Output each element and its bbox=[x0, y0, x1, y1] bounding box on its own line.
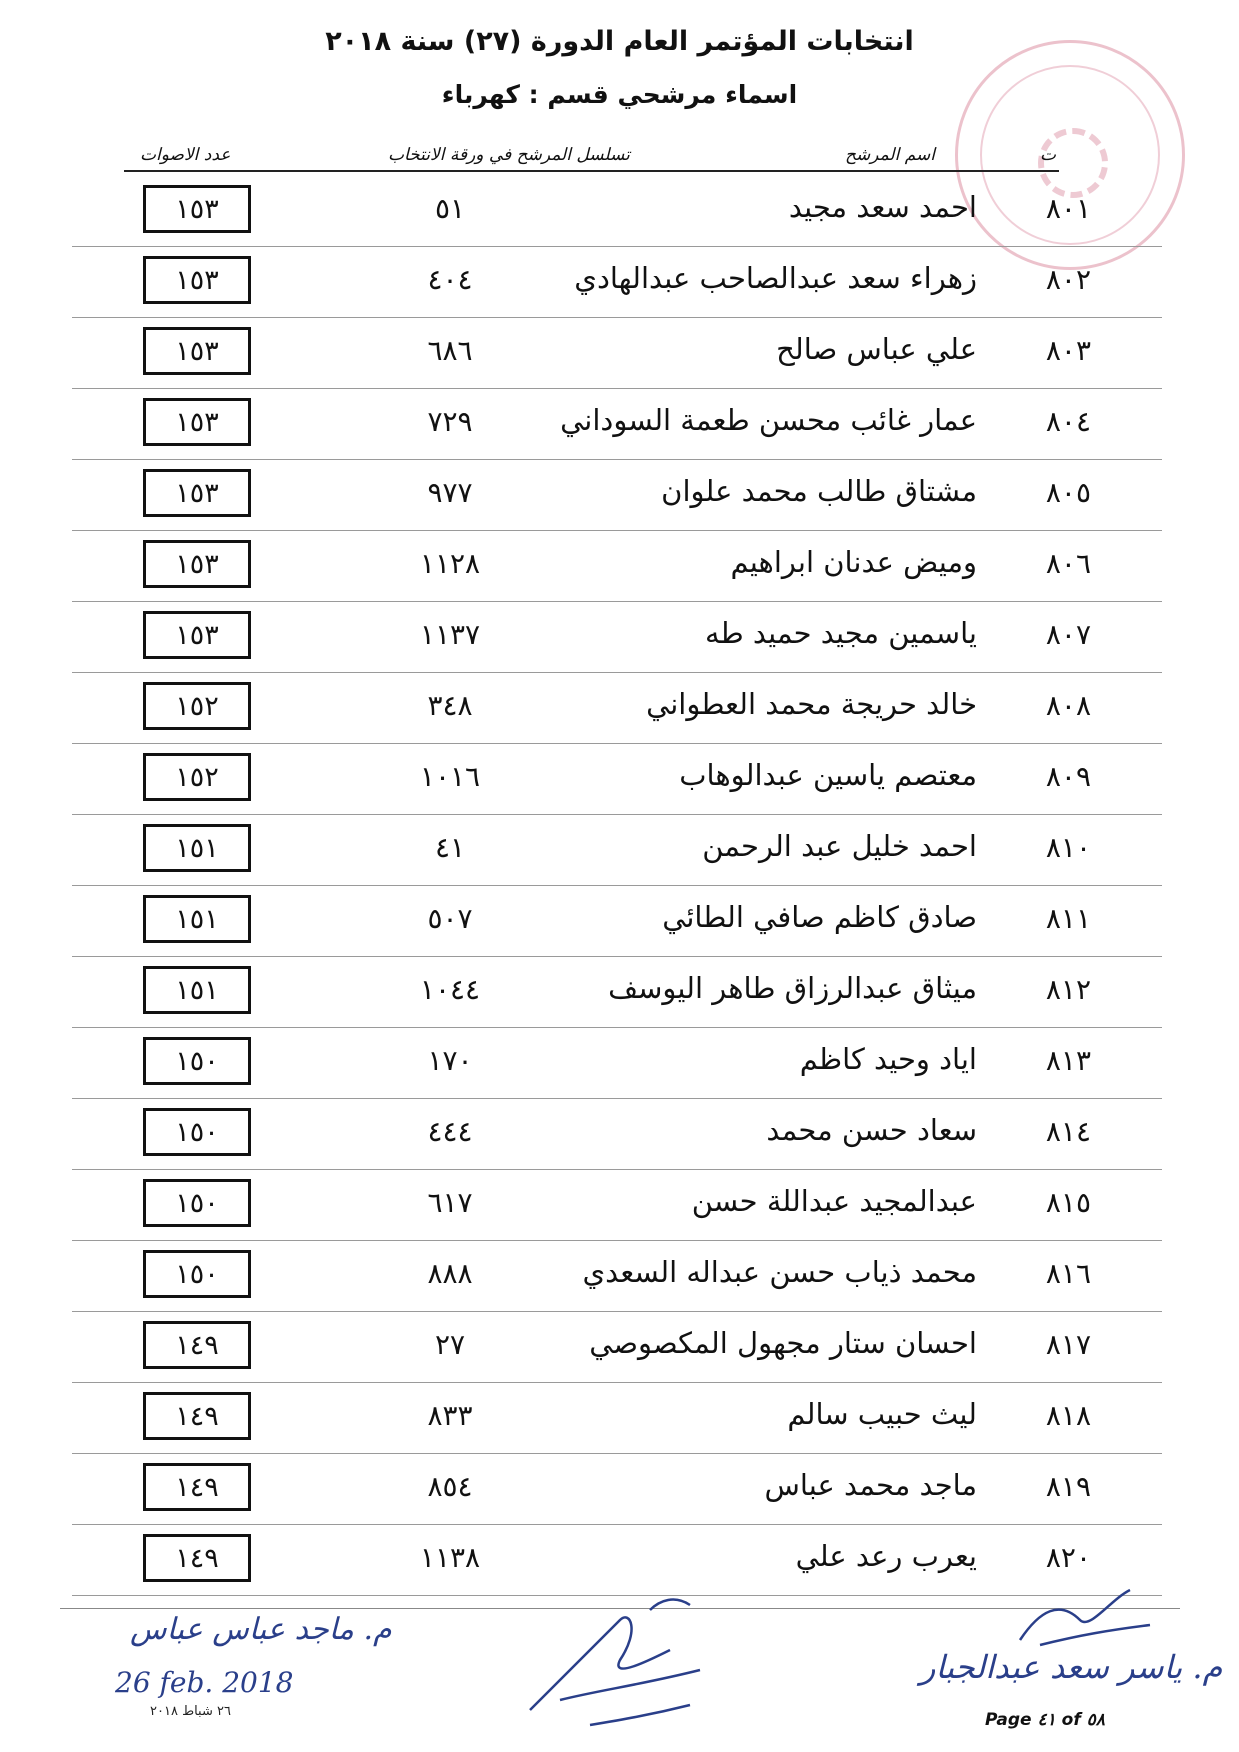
candidate-number: ٨٠٣ bbox=[1045, 334, 1091, 367]
candidate-votes: ١٥٠ bbox=[143, 1037, 251, 1085]
candidate-name: خالد حريجة محمد العطواني bbox=[646, 687, 977, 721]
candidate-sequence: ١٠٤٤ bbox=[419, 973, 481, 1006]
candidate-votes: ١٥٢ bbox=[143, 753, 251, 801]
table-row bbox=[0, 531, 1239, 602]
signature-left-name: م. ماجد عباس عباس bbox=[130, 1612, 392, 1647]
candidate-sequence: ٤١ bbox=[434, 831, 466, 864]
candidate-sequence: ٥١ bbox=[434, 192, 466, 225]
header-votes: عدد الاصوات bbox=[140, 145, 231, 165]
candidate-votes: ١٥١ bbox=[143, 824, 251, 872]
table-row bbox=[0, 176, 1239, 247]
table-row bbox=[0, 1099, 1239, 1170]
candidate-number: ٨١٣ bbox=[1045, 1044, 1091, 1077]
table-row bbox=[0, 957, 1239, 1028]
candidate-name: مشتاق طالب محمد علوان bbox=[661, 474, 977, 508]
candidate-name: صادق كاظم صافي الطائي bbox=[662, 900, 977, 934]
candidate-votes: ١٥٣ bbox=[143, 185, 251, 233]
header-divider bbox=[124, 170, 1059, 172]
table-row bbox=[0, 1312, 1239, 1383]
candidate-name: يعرب رعد علي bbox=[795, 1539, 977, 1573]
candidate-number: ٨١١ bbox=[1045, 902, 1091, 935]
header-number: ت bbox=[1040, 145, 1057, 165]
candidate-name: وميض عدنان ابراهيم bbox=[730, 545, 977, 579]
candidate-name: ماجد محمد عباس bbox=[764, 1468, 977, 1502]
candidate-number: ٨٢٠ bbox=[1045, 1541, 1091, 1574]
candidate-number: ٨١٧ bbox=[1045, 1328, 1091, 1361]
candidate-sequence: ١٧٠ bbox=[427, 1044, 473, 1077]
candidate-number: ٨١٥ bbox=[1045, 1186, 1091, 1219]
candidate-sequence: ٧٢٩ bbox=[427, 405, 473, 438]
candidate-number: ٨٠٧ bbox=[1045, 618, 1091, 651]
candidate-votes: ١٥٣ bbox=[143, 540, 251, 588]
candidate-sequence: ٥٠٧ bbox=[427, 902, 473, 935]
candidate-number: ٨٠٤ bbox=[1045, 405, 1091, 438]
table-row bbox=[0, 602, 1239, 673]
candidate-votes: ١٥٣ bbox=[143, 611, 251, 659]
signature-middle-scribble bbox=[500, 1590, 730, 1740]
page-number: Page ٤١ of ٥٨ bbox=[985, 1710, 1105, 1730]
candidate-name: اياد وحيد كاظم bbox=[799, 1042, 977, 1076]
candidate-number: ٨٠٥ bbox=[1045, 476, 1091, 509]
candidate-name: ليث حبيب سالم bbox=[787, 1397, 977, 1431]
candidate-number: ٨١٠ bbox=[1045, 831, 1091, 864]
candidate-sequence: ١١٢٨ bbox=[419, 547, 481, 580]
table-row bbox=[0, 1170, 1239, 1241]
candidate-name: ميثاق عبدالرزاق طاهر اليوسف bbox=[608, 971, 977, 1005]
table-row bbox=[0, 1454, 1239, 1525]
candidate-sequence: ٣٤٨ bbox=[427, 689, 473, 722]
document-subtitle: اسماء مرشحي قسم : كهرباء bbox=[441, 80, 798, 109]
candidate-votes: ١٥٠ bbox=[143, 1250, 251, 1298]
candidate-votes: ١٥٣ bbox=[143, 256, 251, 304]
candidate-number: ٨٠٨ bbox=[1045, 689, 1091, 722]
candidate-name: احسان ستار مجهول المكصوصي bbox=[589, 1326, 977, 1360]
table-row bbox=[0, 673, 1239, 744]
candidate-sequence: ٨٥٤ bbox=[427, 1470, 473, 1503]
signature-left-date: 26 feb. 2018 bbox=[115, 1666, 294, 1699]
candidate-votes: ١٤٩ bbox=[143, 1392, 251, 1440]
candidate-sequence: ٩٧٧ bbox=[427, 476, 473, 509]
header-name: اسم المرشح bbox=[845, 145, 936, 165]
candidate-name: احمد سعد مجيد bbox=[788, 190, 977, 224]
table-row bbox=[0, 460, 1239, 531]
candidate-votes: ١٤٩ bbox=[143, 1534, 251, 1582]
header-sequence: تسلسل المرشح في ورقة الانتخاب bbox=[388, 145, 630, 165]
signature-left-date-caption: ٢٦ شباط ٢٠١٨ bbox=[150, 1704, 231, 1719]
candidate-number: ٨٠١ bbox=[1045, 192, 1091, 225]
table-row bbox=[0, 247, 1239, 318]
candidate-votes: ١٤٩ bbox=[143, 1463, 251, 1511]
candidate-votes: ١٥١ bbox=[143, 966, 251, 1014]
candidate-sequence: ٦١٧ bbox=[427, 1186, 473, 1219]
candidate-sequence: ٦٨٦ bbox=[427, 334, 473, 367]
candidate-number: ٨٠٩ bbox=[1045, 760, 1091, 793]
candidate-votes: ١٤٩ bbox=[143, 1321, 251, 1369]
candidate-votes: ١٥٠ bbox=[143, 1179, 251, 1227]
candidate-votes: ١٥٢ bbox=[143, 682, 251, 730]
table-row bbox=[0, 318, 1239, 389]
candidate-sequence: ٢٧ bbox=[434, 1328, 466, 1361]
candidate-sequence: ٨٣٣ bbox=[427, 1399, 473, 1432]
candidate-name: سعاد حسن محمد bbox=[766, 1113, 977, 1147]
candidate-number: ٨٠٦ bbox=[1045, 547, 1091, 580]
candidate-sequence: ٨٨٨ bbox=[427, 1257, 473, 1290]
candidate-sequence: ٤٤٤ bbox=[427, 1115, 473, 1148]
candidate-number: ٨١٦ bbox=[1045, 1257, 1091, 1290]
candidate-votes: ١٥٣ bbox=[143, 469, 251, 517]
candidate-name: عبدالمجيد عبداللة حسن bbox=[691, 1184, 977, 1218]
candidate-votes: ١٥٣ bbox=[143, 327, 251, 375]
document-title: انتخابات المؤتمر العام الدورة (٢٧) سنة ٢٠١٨ bbox=[325, 26, 914, 57]
table-row bbox=[0, 1383, 1239, 1454]
candidate-name: معتصم ياسين عبدالوهاب bbox=[679, 758, 977, 792]
table-row bbox=[0, 1241, 1239, 1312]
candidate-sequence: ١٠١٦ bbox=[419, 760, 481, 793]
candidate-name: علي عباس صالح bbox=[776, 332, 977, 366]
candidate-name: ياسمين مجيد حميد طه bbox=[705, 616, 977, 650]
candidate-votes: ١٥٣ bbox=[143, 398, 251, 446]
candidate-votes: ١٥٠ bbox=[143, 1108, 251, 1156]
candidate-sequence: ١١٣٧ bbox=[419, 618, 481, 651]
candidate-number: ٨١٢ bbox=[1045, 973, 1091, 1006]
candidate-name: احمد خليل عبد الرحمن bbox=[702, 829, 977, 863]
candidate-number: ٨١٩ bbox=[1045, 1470, 1091, 1503]
signature-right-name: م. ياسر سعد عبدالجبار bbox=[920, 1648, 1223, 1686]
candidate-number: ٨١٨ bbox=[1045, 1399, 1091, 1432]
table-row bbox=[0, 389, 1239, 460]
table-row bbox=[0, 744, 1239, 815]
table-row bbox=[0, 1028, 1239, 1099]
candidate-number: ٨٠٢ bbox=[1045, 263, 1091, 296]
table-row bbox=[0, 886, 1239, 957]
candidate-sequence: ٤٠٤ bbox=[427, 263, 473, 296]
table-row bbox=[0, 815, 1239, 886]
candidate-votes: ١٥١ bbox=[143, 895, 251, 943]
candidate-sequence: ١١٣٨ bbox=[419, 1541, 481, 1574]
candidate-name: عمار غائب محسن طعمة السوداني bbox=[560, 403, 977, 437]
candidate-number: ٨١٤ bbox=[1045, 1115, 1091, 1148]
candidate-name: محمد ذياب حسن عبداله السعدي bbox=[582, 1255, 977, 1289]
candidate-name: زهراء سعد عبدالصاحب عبدالهادي bbox=[574, 261, 977, 295]
